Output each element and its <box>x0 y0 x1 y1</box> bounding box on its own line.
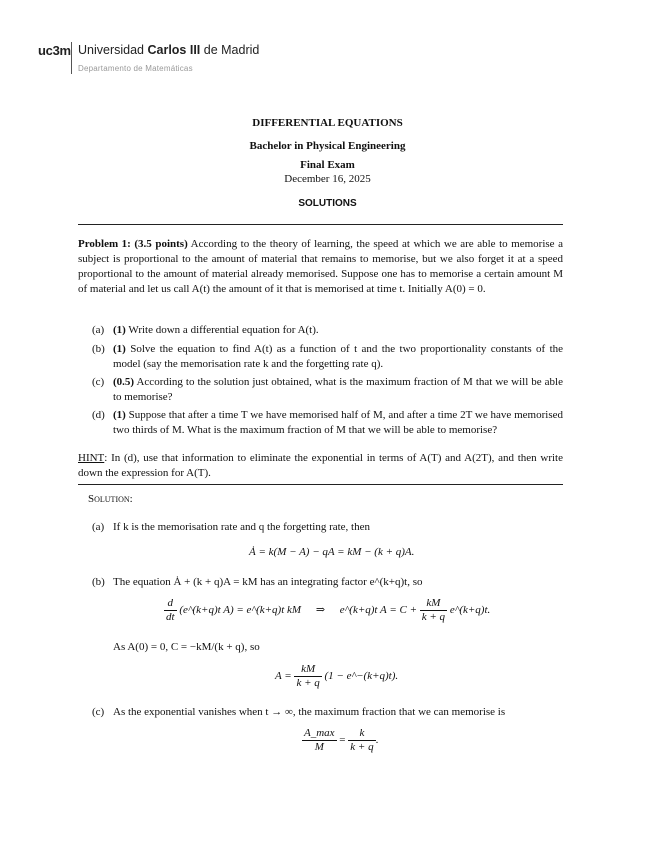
solution-label: Solution: <box>88 493 133 505</box>
solution-c-equation: $\frac{A\_\max}{M}$ = $\frac{k}{k + q}$ . <box>304 727 379 753</box>
department-name: Departamento de Matemáticas <box>78 64 193 73</box>
top-rule <box>78 224 563 225</box>
logo-mark: uc3m <box>38 43 71 58</box>
solution-a-equation: Ȧ = k(M − A) − qA = kM − (k + q)A. <box>249 546 415 558</box>
exam-title: Final Exam <box>300 159 355 171</box>
problem-statement: Problem 1: (3.5 points) According to the theory of learning, the speed at which we are able to memorise a subject is proportional to the amount of material that remains to memorise, but we also forget it at a speed proportional to the amount of material already memorised. Suppose one has to memorise a certain amount M of material and let us call A(t) the amount of it that is memorised at time t. Initially A(0) = 0. <box>78 238 563 295</box>
solution-b-equation: $\frac{d}{dt}$ (e^(k+q)t A) = e^(k+q)t kM ⇒ e^(k+q)t A = C + $\frac{kM}{k + q}$ e^(k+q)t. <box>166 597 491 623</box>
exam-date: December 16, 2025 <box>284 173 371 185</box>
solutions-heading: SOLUTIONS <box>298 198 357 209</box>
middle-rule <box>78 484 563 485</box>
solution-b-text2: As A(0) = 0, C = −kM/(k + q), so <box>113 641 260 653</box>
logo-divider <box>71 42 72 74</box>
degree-title: Bachelor in Physical Engineering <box>249 140 406 152</box>
university-name: Universidad Carlos III de Madrid <box>78 43 260 57</box>
course-title: DIFFERENTIAL EQUATIONS <box>252 117 403 129</box>
solution-b-equation2: A = $\frac{kM}{k + q}$ (1 − e^−(k+q)t). <box>275 663 399 689</box>
hint: HINT: In (d), use that information to eliminate the exponential in terms of A(T) and A(2T), and then write down the expression for A(T). <box>78 452 563 479</box>
